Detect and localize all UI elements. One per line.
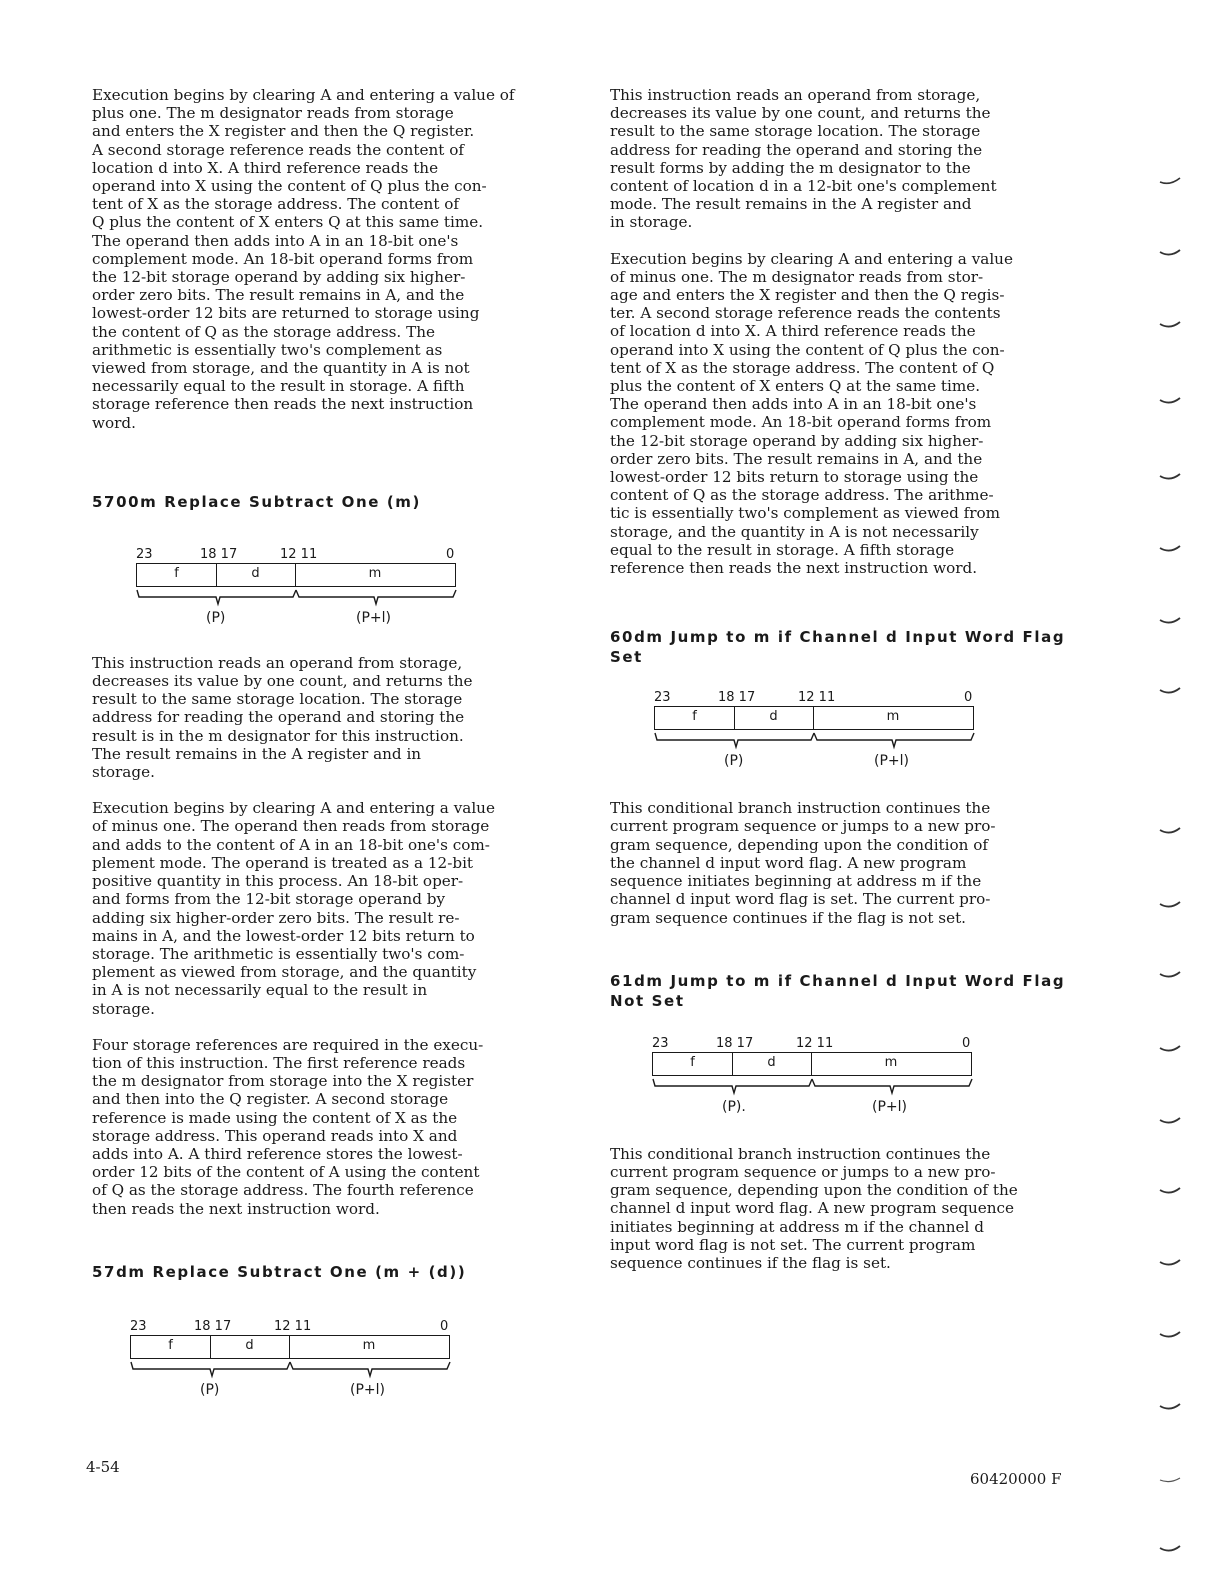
field-f: f [168, 1337, 173, 1353]
bit-label-12-11: 12 11 [798, 690, 836, 706]
bit-label-23: 23 [130, 1318, 147, 1334]
binder-tick-mark [1158, 1258, 1184, 1268]
word-brace [654, 731, 976, 751]
right-para-1: This instruction reads an operand from storage, decreases its value by one count, and returns the result to the same storage location. The storage address for reading the operand and storing the result forms by adding the m designator to the content of location d in a 12-bit one's complement mode. The result remains in the A register and in storage. [610, 86, 997, 232]
bit-label-18-17: 18 17 [200, 546, 238, 562]
binder-tick-mark [1158, 1330, 1184, 1340]
field-d: d [251, 565, 260, 581]
word-label-p: (P) [200, 1381, 220, 1398]
binder-tick-mark [1158, 472, 1184, 482]
word-brace [136, 588, 458, 608]
binder-tick-mark [1158, 1116, 1184, 1126]
instruction-format-61dm [652, 1037, 974, 1117]
word-label-p-plus-1: (P+l) [350, 1381, 385, 1398]
binder-tick-mark [1158, 320, 1184, 330]
binder-tick-mark [1158, 396, 1184, 406]
page-number: 4-54 [86, 1458, 120, 1476]
bit-label-18-17: 18 17 [716, 1035, 754, 1051]
word-label-p-plus-1: (P+l) [872, 1098, 907, 1115]
word-box [130, 1335, 450, 1359]
binder-tick-mark [1158, 826, 1184, 836]
bit-label-0: 0 [440, 1318, 449, 1334]
binder-tick-mark [1158, 1186, 1184, 1196]
5700m-para-2: Execution begins by clearing A and entering a value of minus one. The operand then reads from storage and adds to the content of A in an 18-bit one's com- plement mode. The operand is treated as a 12-bit positive quantity in this process. An 18-bit oper- and forms from the 12-bit storage operand by adding six higher-order zero bits. The result re- mains in A, and the lowest-order 12 bits return to storage. The arithmetic is essentially two's com- plement as viewed from storage, and the quantity in A is not necessarily equal to the result in storage. [92, 799, 495, 1018]
60dm-para-1: This conditional branch instruction continues the current program sequence or jumps to a new pro- gram sequence, depending upon the condition of the channel d input word flag. A new program sequence initiates beginning at address m if the channel d input word flag is set. The current pro- gram sequence continues if the flag is not set. [610, 799, 996, 927]
field-m: m [884, 1054, 898, 1070]
5700m-para-1: This instruction reads an operand from storage, decreases its value by one count, and returns the result to the same storage location. The storage address for reading the operand and storing the result is in the m designator for this instruction. The result remains in the A register and in storage. [92, 653, 473, 782]
field-f: f [692, 709, 697, 725]
bit-label-23: 23 [654, 690, 671, 706]
word-label-p: (P) [724, 753, 744, 770]
word-label-p: (P) [206, 609, 226, 626]
field-d: d [769, 709, 778, 725]
document-number: 60420000 F [970, 1470, 1062, 1488]
instruction-format-60dm [654, 691, 976, 771]
word-brace [130, 1360, 452, 1380]
left-para-1: Execution begins by clearing A and entering a value of plus one. The m designator reads from storage and enters the X register and then the Q register. A second storage reference reads the content of location d into X. A third reference reads the operand into X using the content of Q plus the con- tent of X as the storage address. The content of Q plus the content of X enters Q at this same time. The operand then adds into A in an 18-bit one's complement mode. An 18-bit operand forms from the 12-bit storage operand by adding six higher- order zero bits. The result remains in A, and the lowest-order 12 bits are returned to storage using the content of Q as the storage address. The arithmetic is essentially two's complement as viewed from storage, and the quantity in A is not necessarily equal to the result in storage. A fifth storage reference then reads the next instruction word. [92, 86, 515, 432]
bit-label-12-11: 12 11 [280, 546, 318, 562]
heading-57dm: 57dm Replace Subtract One (m + (d)) [92, 1262, 467, 1281]
binder-tick-mark [1158, 1474, 1184, 1484]
bit-label-0: 0 [962, 1035, 971, 1051]
binder-tick-mark [1158, 176, 1184, 186]
bit-label-18-17: 18 17 [194, 1318, 232, 1334]
word-label-p-plus-1: (P+l) [874, 753, 909, 770]
instruction-format-57dm [130, 1320, 452, 1400]
bit-label-0: 0 [964, 690, 973, 706]
heading-61dm: 61dm Jump to m if Channel d Input Word Flag Not Set [610, 971, 1066, 1010]
binder-tick-mark [1158, 1544, 1184, 1554]
bit-label-12-11: 12 11 [796, 1035, 834, 1051]
61dm-para-1: This conditional branch instruction continues the current program sequence or jumps to a new pro- gram sequence, depending upon the condition of the channel d input word flag. A new program sequence initiates beginning at address m if the channel d input word flag is not set. The current program sequence continues if the flag is set. [610, 1144, 1018, 1272]
bit-label-18-17: 18 17 [718, 690, 756, 706]
binder-tick-mark [1158, 900, 1184, 910]
word-label-p-plus-1: (P+l) [356, 609, 391, 626]
5700m-para-3: Four storage references are required in the execu- tion of this instruction. The first reference reads the m designator from storage into the X register and then into the Q register. A second storage reference is made using the content of X as the storage address. This operand reads into X and adds into A. A third reference stores the lowest- order 12 bits of the content of A using the content of Q as the storage address. The fourth reference then reads the next instruction word. [92, 1035, 484, 1218]
word-brace [652, 1077, 974, 1097]
bit-label-0: 0 [446, 546, 455, 562]
field-m: m [886, 709, 900, 725]
left-column [92, 86, 582, 1400]
heading-60dm: 60dm Jump to m if Channel d Input Word Flag Set [610, 628, 1066, 667]
bit-label-23: 23 [652, 1035, 669, 1051]
word-box [654, 706, 974, 730]
field-f: f [174, 565, 179, 581]
binder-tick-mark [1158, 248, 1184, 258]
word-box [136, 563, 456, 587]
right-column [610, 86, 1088, 1290]
binder-tick-mark [1158, 686, 1184, 696]
binder-tick-mark [1158, 1044, 1184, 1054]
field-m: m [368, 565, 382, 581]
binder-tick-mark [1158, 544, 1184, 554]
bit-label-23: 23 [136, 546, 153, 562]
field-m: m [362, 1337, 376, 1353]
field-d: d [767, 1054, 776, 1070]
instruction-format-5700m [136, 548, 458, 628]
field-f: f [690, 1054, 695, 1070]
bit-label-12-11: 12 11 [274, 1318, 312, 1334]
right-para-2: Execution begins by clearing A and entering a value of minus one. The m designator reads from stor- age and enters the X register and then the Q regis- ter. A second storage reference reads the contents of location d into X. A third reference reads the operand into X using the content of Q plus the con- tent of X as the storage address. The content of Q plus the content of X enters Q at the same time. The operand then adds into A in an 18-bit one's complement mode. An 18-bit operand forms from the 12-bit storage operand by adding six higher- order zero bits. The result remains in A, and the lowest-order 12 bits return to storage using the content of Q as the storage address. The arithme- tic is essentially two's complement as viewed from storage, and the quantity in A is not necessarily equal to the result in storage. A fifth storage reference then reads the next instruction word. [610, 249, 1013, 578]
heading-5700m: 5700m Replace Subtract One (m) [92, 492, 421, 511]
binder-tick-mark [1158, 616, 1184, 626]
word-box [652, 1052, 972, 1076]
binder-tick-mark [1158, 1402, 1184, 1412]
binder-tick-mark [1158, 970, 1184, 980]
word-label-p: (P). [722, 1098, 746, 1115]
field-d: d [245, 1337, 254, 1353]
